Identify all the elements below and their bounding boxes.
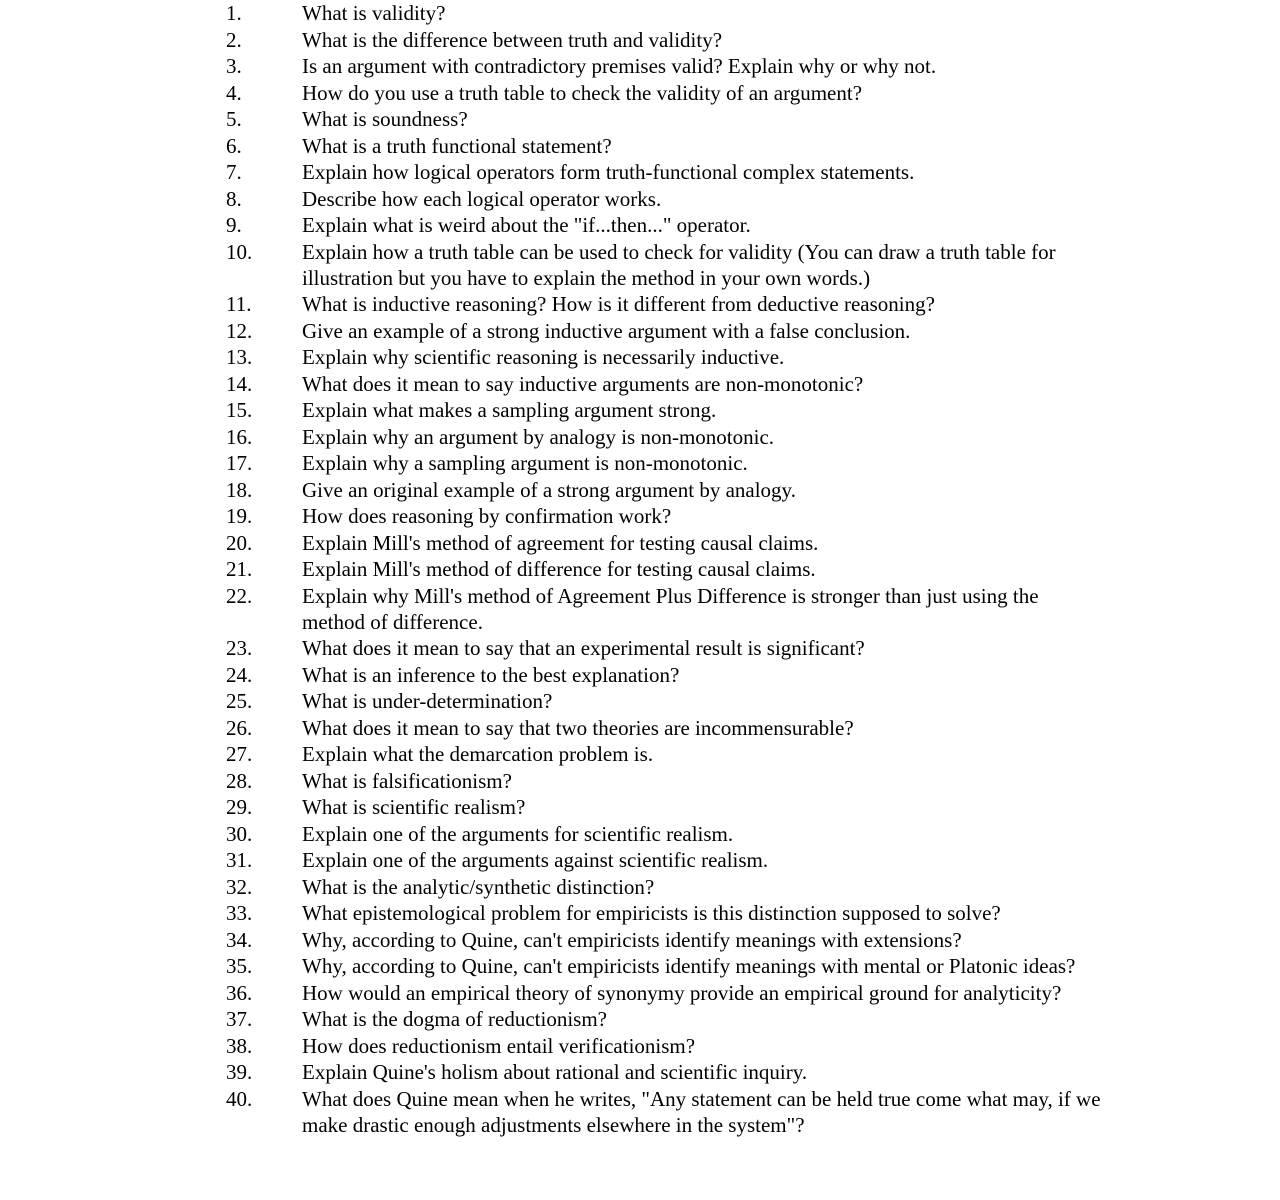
question-text: Explain how a truth table can be used to check for validity (You can draw a truth table for illustration but you have to explain the method in your own words.) <box>302 239 1056 290</box>
question-item <box>226 1006 1106 1033</box>
question-text: Explain one of the arguments for scientific realism. <box>302 821 734 846</box>
question-number: 19. <box>226 504 253 528</box>
question-item <box>226 821 1106 848</box>
question-number: 33. <box>226 901 253 925</box>
question-item <box>226 688 1106 715</box>
question-item <box>226 212 1106 239</box>
question-item <box>226 741 1106 768</box>
question-text: What does it mean to say that an experimental result is significant? <box>302 636 865 660</box>
question-number: 3. <box>226 54 242 78</box>
question-item <box>226 53 1106 80</box>
question-text: What is falsificationism? <box>302 768 512 793</box>
question-item <box>226 662 1106 689</box>
question-text: Give an example of a strong inductive argument with a false conclusion. <box>302 318 911 343</box>
question-text: How would an empirical theory of synonymy provide an empirical ground for analyticity? <box>302 980 1062 1005</box>
question-text: Explain Mill's method of agreement for testing causal claims. <box>302 530 819 555</box>
question-number: 10. <box>226 239 253 264</box>
question-item <box>226 477 1106 504</box>
question-item <box>226 397 1106 424</box>
question-item <box>226 450 1106 477</box>
question-number: 22. <box>226 583 253 608</box>
question-number: 38. <box>226 1033 253 1058</box>
question-number: 28. <box>226 768 253 793</box>
question-text: Explain one of the arguments against scientific realism. <box>302 848 769 872</box>
question-list <box>226 0 1106 1138</box>
question-text: Is an argument with contradictory premises valid? Explain why or why not. <box>302 54 937 78</box>
question-item <box>226 291 1106 318</box>
question-item <box>226 980 1106 1007</box>
question-text: Describe how each logical operator works. <box>302 186 662 211</box>
question-text: Explain why scientific reasoning is necessarily inductive. <box>302 345 785 369</box>
question-text: How does reductionism entail verificationism? <box>302 1033 696 1058</box>
question-item <box>226 371 1106 398</box>
question-item <box>226 0 1106 27</box>
question-number: 29. <box>226 795 253 819</box>
question-number: 7. <box>226 160 242 184</box>
question-item <box>226 874 1106 901</box>
question-item <box>226 1059 1106 1086</box>
question-item <box>226 847 1106 874</box>
question-number: 17. <box>226 451 253 475</box>
question-item <box>226 27 1106 54</box>
question-text: What does Quine mean when he writes, "Any statement can be held true come what may, if we make drastic enough adjustments elsewhere in the system"? <box>302 1086 1101 1137</box>
question-item <box>226 1033 1106 1060</box>
question-text: Explain why a sampling argument is non-monotonic. <box>302 451 748 475</box>
question-text: What does it mean to say that two theories are incommensurable? <box>302 715 854 740</box>
question-item <box>226 953 1106 980</box>
question-text: What is validity? <box>302 1 446 25</box>
question-text: What is the analytic/synthetic distinction? <box>302 874 655 899</box>
question-item <box>226 186 1106 213</box>
question-number: 12. <box>226 318 253 343</box>
question-item <box>226 318 1106 345</box>
question-text: Give an original example of a strong argument by analogy. <box>302 477 796 502</box>
question-text: Explain how logical operators form truth-functional complex statements. <box>302 160 915 184</box>
question-item <box>226 133 1106 160</box>
question-number: 9. <box>226 213 242 237</box>
question-item <box>226 927 1106 954</box>
question-text: What epistemological problem for empiricists is this distinction supposed to solve? <box>302 901 1001 925</box>
question-text: What is under-determination? <box>302 689 553 713</box>
question-text: Why, according to Quine, can't empiricists identify meanings with mental or Platonic ideas? <box>302 954 1076 978</box>
question-text: Explain Quine's holism about rational and scientific inquiry. <box>302 1060 808 1084</box>
question-item <box>226 80 1106 107</box>
question-number: 20. <box>226 530 253 555</box>
question-text: Explain why an argument by analogy is non-monotonic. <box>302 424 775 449</box>
question-number: 25. <box>226 689 253 713</box>
question-item <box>226 900 1106 927</box>
question-item <box>226 583 1106 636</box>
question-number: 1. <box>226 1 242 25</box>
question-number: 26. <box>226 715 253 740</box>
question-item <box>226 635 1106 662</box>
question-item <box>226 768 1106 795</box>
question-text: What is the dogma of reductionism? <box>302 1007 608 1031</box>
question-number: 14. <box>226 371 253 396</box>
question-number: 16. <box>226 424 253 449</box>
question-number: 40. <box>226 1086 253 1111</box>
question-item <box>226 556 1106 583</box>
question-text: What is an inference to the best explanation? <box>302 662 680 687</box>
question-number: 31. <box>226 848 253 872</box>
question-text: How do you use a truth table to check the validity of an argument? <box>302 80 863 105</box>
question-number: 23. <box>226 636 253 660</box>
question-item <box>226 503 1106 530</box>
question-text: How does reasoning by confirmation work? <box>302 504 672 528</box>
question-item <box>226 1086 1106 1139</box>
question-text: What is a truth functional statement? <box>302 133 612 158</box>
question-text: Explain what makes a sampling argument strong. <box>302 398 717 422</box>
question-number: 37. <box>226 1007 253 1031</box>
question-number: 36. <box>226 980 253 1005</box>
question-text: What is scientific realism? <box>302 795 526 819</box>
question-item <box>226 715 1106 742</box>
question-number: 27. <box>226 742 253 766</box>
question-number: 30. <box>226 821 253 846</box>
question-number: 15. <box>226 398 253 422</box>
question-text: Explain why Mill's method of Agreement Plus Difference is stronger than just using the method of difference. <box>302 583 1039 634</box>
question-number: 24. <box>226 662 253 687</box>
question-number: 18. <box>226 477 253 502</box>
question-item <box>226 239 1106 292</box>
question-item <box>226 106 1106 133</box>
question-text: What is inductive reasoning? How is it different from deductive reasoning? <box>302 292 935 316</box>
question-text: What is soundness? <box>302 107 468 131</box>
question-text: Explain what the demarcation problem is. <box>302 742 654 766</box>
question-item <box>226 344 1106 371</box>
question-number: 11. <box>226 292 252 316</box>
question-number: 8. <box>226 186 242 211</box>
question-number: 21. <box>226 557 253 581</box>
question-number: 35. <box>226 954 253 978</box>
question-item <box>226 530 1106 557</box>
question-number: 34. <box>226 927 253 952</box>
question-item <box>226 159 1106 186</box>
question-item <box>226 424 1106 451</box>
question-number: 39. <box>226 1060 253 1084</box>
question-item <box>226 794 1106 821</box>
question-text: What does it mean to say inductive arguments are non-monotonic? <box>302 371 864 396</box>
question-number: 6. <box>226 133 242 158</box>
question-number: 4. <box>226 80 242 105</box>
question-text: Explain what is weird about the "if...then..." operator. <box>302 213 751 237</box>
question-text: What is the difference between truth and validity? <box>302 27 723 52</box>
question-number: 5. <box>226 107 242 131</box>
question-number: 32. <box>226 874 253 899</box>
question-number: 13. <box>226 345 253 369</box>
question-text: Explain Mill's method of difference for testing causal claims. <box>302 557 816 581</box>
question-number: 2. <box>226 27 242 52</box>
question-text: Why, according to Quine, can't empiricists identify meanings with extensions? <box>302 927 962 952</box>
